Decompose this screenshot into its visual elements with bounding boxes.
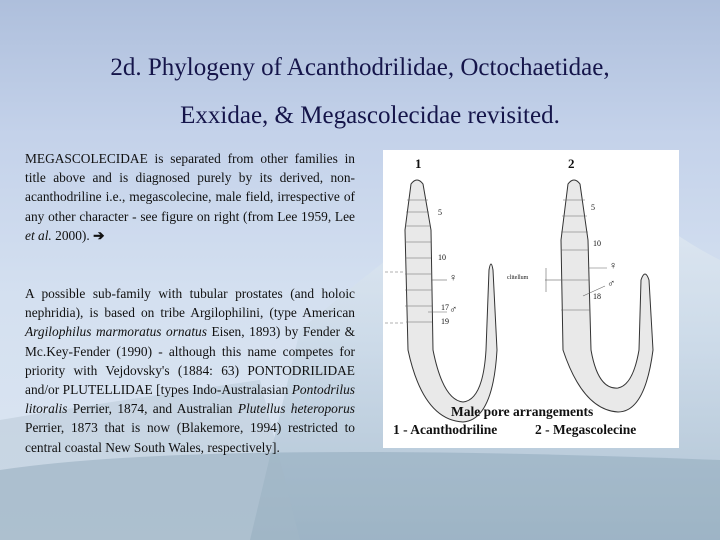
figure-label-1: 1 [415, 156, 422, 171]
clitellum-label: clitellum [507, 275, 529, 281]
legend-acanthodriline: 1 - Acanthodriline [393, 422, 498, 437]
segment-label: 19 [441, 317, 449, 326]
text: Perrier, 1874, and Australian [67, 401, 238, 417]
male-symbol: ♂ [607, 278, 616, 290]
segment-label: 5 [438, 208, 442, 217]
female-symbol: ♀ [609, 260, 618, 272]
worm-2 [561, 180, 653, 412]
segment-label: 10 [593, 239, 601, 248]
figure-caption: Male pore arrangements [451, 404, 594, 419]
species-name: Pontodrilus litoralis [25, 382, 355, 417]
paragraph-subfamily [25, 284, 355, 457]
text: Eisen, 1893) by Fender & Mc.Key-Fender (1990) - although this name competes for priority with Vejdovsky's (1884: 63) PONTODRILIDAE and/or PLUTELLIDAE [types Indo-Australasian [25, 324, 355, 398]
arrow-right-icon[interactable]: ➔ [93, 227, 105, 243]
worm-figure [383, 150, 679, 448]
paragraph-megascolecidae [25, 149, 355, 245]
text: 2000). [51, 227, 90, 243]
species-name: Plutellus heteroporus [237, 401, 355, 417]
figure-label-2: 2 [568, 156, 575, 171]
worm-1 [405, 180, 497, 422]
segment-label: 17 [441, 303, 449, 312]
segment-label: 18 [593, 292, 601, 301]
species-name: Argilophilus marmoratus ornatus [25, 324, 207, 340]
text: A possible sub-family with tubular prostates (and holoic nephridia), is based on tribe Argilophilini, (type American [25, 286, 355, 321]
female-symbol: ♀ [449, 272, 458, 284]
legend-megascolecine: 2 - Megascolecine [535, 422, 637, 437]
text: Perrier, 1873 that is now (Blakemore, 1994) restricted to central coastal New South Wales, respectively]. [25, 420, 355, 455]
slide-title-line-1: 2d. Phylogeny of Acanthodrilidae, Octochaetidae, [110, 54, 610, 81]
male-symbol: ♂ [449, 304, 458, 316]
segment-label: 10 [438, 253, 446, 262]
segment-label: 5 [591, 203, 595, 212]
slide-title-line-2: Exxidae, & Megascolecidae revisited. [180, 102, 560, 129]
text-italic: et al. [25, 227, 52, 243]
text: MEGASCOLECIDAE is separated from other families in title above and is diagnosed purely by its derived, non-acanthodriline i.e., megascolecine, male field, irrespective of any other character - see figure on right (from Lee 1959, Lee [25, 151, 355, 224]
